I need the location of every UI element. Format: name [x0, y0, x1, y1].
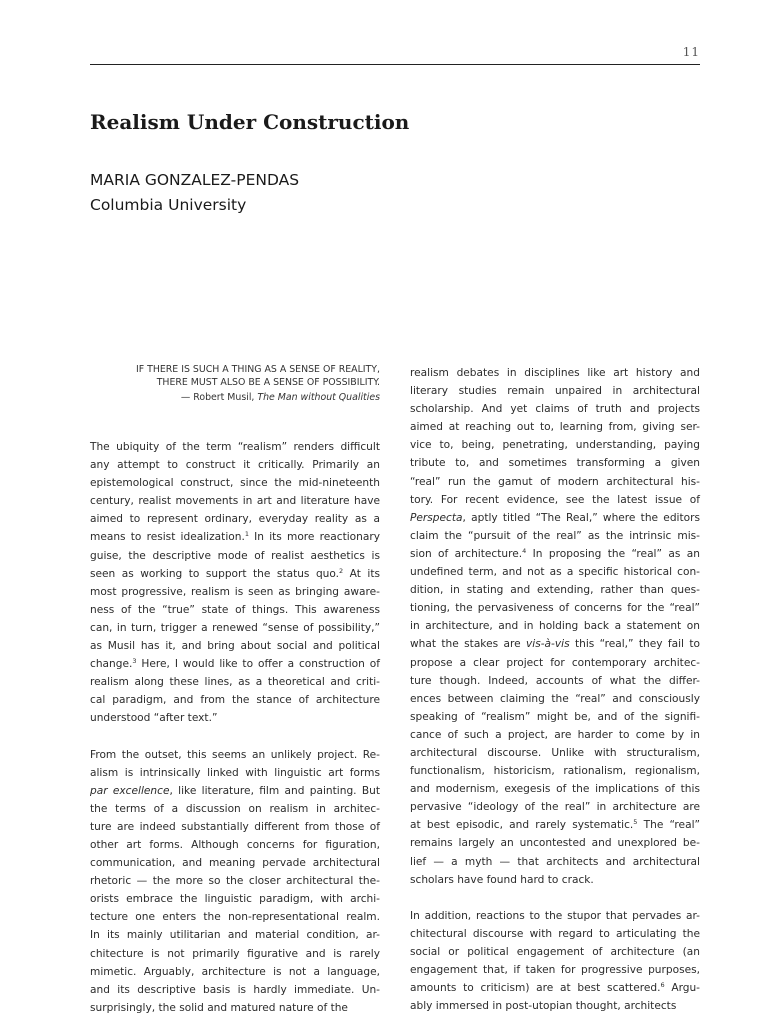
text-line: aimed to represent ordinary, everyday reality as a	[90, 513, 380, 526]
text-line: and modernism, exegesis of the implications of this	[410, 783, 700, 796]
text-line: Perspecta, aptly titled “The Real,” where the editors	[410, 511, 700, 524]
text-line: mimetic. Arguably, architecture is not a language,	[90, 965, 380, 978]
author-affiliation: Columbia University	[90, 196, 247, 214]
text-line: cal paradigm, and from the stance of architecture	[90, 694, 380, 707]
text-line: “real” run the gamut of modern architectural his-	[410, 475, 700, 488]
header-rule	[90, 64, 700, 65]
text-line: in architecture, and in holding back a statement on	[410, 620, 700, 633]
text-line: can, in turn, trigger a renewed “sense of possibility,”	[90, 621, 380, 634]
text-line: change.$^3$ Here, I would like to offer a construction of	[90, 657, 380, 671]
text-line: the terms of a discussion on realism in architec-	[90, 802, 380, 815]
epigraph-cite-prefix: — Robert Musil,	[180, 392, 258, 403]
text-line: undefined term, and not as a specific historical con-	[410, 566, 700, 579]
text-line: surprisingly, the solid and matured nature of the	[90, 1001, 348, 1014]
text-line: ness of the “true” state of things. This awareness	[90, 603, 380, 616]
text-line: sion of architecture.$^4$ In proposing the “real” as an	[410, 546, 700, 560]
paragraph	[410, 907, 700, 1016]
text-line: guise, the descriptive mode of realist aesthetics is	[90, 549, 380, 562]
text-line: any attempt to construct it critically. Primarily an	[90, 459, 380, 472]
text-line: par excellence, like literature, film and painting. But	[90, 784, 380, 797]
epigraph-line: IF THERE IS SUCH A THING AS A SENSE OF REALITY,	[135, 364, 380, 375]
text-line: rhetoric — the more so the closer architectural the-	[90, 875, 380, 888]
text-line: tribute to, and sometimes transforming a given	[410, 457, 700, 470]
text-line: other art forms. Although concerns for figuration,	[90, 838, 380, 851]
text-line: aimed at reaching out to, learning from, giving ser-	[410, 421, 700, 434]
paragraph	[90, 746, 380, 1017]
article-title: Realism Under Construction	[90, 110, 410, 134]
text-line: as Musil has it, and bring about social and political	[90, 640, 380, 653]
epigraph-citation	[90, 391, 380, 404]
page-number: 11	[682, 45, 700, 59]
text-line: speaking of “realism” might be, and of the signifi-	[410, 710, 700, 723]
text-line: ture though. Indeed, accounts of what the differ-	[410, 674, 700, 687]
text-line: functionalism, historicism, rationalism, regionalism,	[410, 765, 700, 778]
paragraph	[410, 364, 700, 889]
text-line: realism along these lines, as a theoretical and criti-	[90, 676, 380, 689]
text-line: and its descriptive basis is hardly immediate. Un-	[90, 983, 380, 996]
author-name: MARIA GONZALEZ-PENDAS	[90, 171, 300, 189]
text-line: vice to, being, penetrating, understanding, paying	[410, 439, 700, 452]
text-line: ences between claiming the “real” and consciously	[410, 692, 700, 705]
text-line: literary studies remain unpaired in architectural	[410, 385, 700, 398]
epigraph	[90, 363, 380, 404]
text-line: engagement that, if taken for progressive purposes,	[410, 964, 700, 976]
text-line: amounts to criticism) are at best scattered.$^6$ Argu-	[410, 981, 701, 995]
text-line: architectural discourse. Unlike with structuralism,	[410, 746, 700, 759]
text-line: dition, in stating and extending, rather than ques-	[410, 584, 700, 597]
text-line: scholarship. And yet claims of truth and projects	[410, 403, 700, 416]
text-line: epistemological construct, since the mid-nineteenth	[90, 477, 380, 490]
text-line: means to resist idealization.$^1$ In its more reactionary	[90, 530, 380, 544]
text-line: tecture one enters the non-representational realm.	[90, 911, 380, 924]
text-line: The ubiquity of the term “realism” renders difficult	[90, 441, 380, 453]
text-line: lief — a myth — that architects and architectural	[410, 855, 700, 868]
text-line: chitecture is not primarily figurative and is rarely	[90, 947, 380, 960]
text-line: propose a clear project for contemporary architec-	[410, 656, 700, 669]
text-line: understood “after text.”	[90, 712, 218, 725]
text-line: most progressive, realism is seen as bringing aware-	[90, 585, 380, 598]
epigraph-line: THERE MUST ALSO BE A SENSE OF POSSIBILITY.	[156, 377, 380, 388]
text-line: ture are indeed substantially different from those of	[90, 820, 380, 833]
text-line: From the outset, this seems an unlikely project. Re-	[90, 748, 380, 761]
text-line: tory. For recent evidence, see the latest issue of	[410, 493, 700, 506]
left-column	[90, 363, 380, 1035]
text-line: orists embrace the linguistic paradigm, with archi-	[90, 893, 380, 906]
text-line: cance of such a project, are harder to come by in	[410, 728, 700, 741]
text-line: at best episodic, and rarely systematic.$^5$ The “real”	[410, 818, 700, 832]
text-line: social or political engagement of architecture (an	[410, 945, 700, 958]
text-line: chitectural discourse with regard to articulating the	[410, 927, 700, 940]
text-line: communication, and meaning pervade architectural	[90, 857, 380, 870]
text-line: ably immersed in post-utopian thought, architects	[410, 1000, 677, 1013]
text-line: century, realist movements in art and literature have	[90, 495, 380, 508]
text-line: tioning, the pervasiveness of concerns for the “real”	[410, 602, 700, 615]
text-line: pervasive “ideology of the real” in architecture are	[410, 801, 700, 814]
text-line: seen as working to support the status quo.$^2$ At its	[90, 566, 380, 580]
paragraph	[90, 438, 380, 728]
text-line: what the stakes are vis-à-vis this “real,” they fail to	[410, 638, 700, 651]
text-line: scholars have found hard to crack.	[410, 873, 594, 886]
text-line: remains largely an uncontested and unexplored be-	[410, 837, 700, 850]
right-column	[410, 364, 700, 1033]
text-line: In addition, reactions to the stupor that pervades ar-	[410, 909, 700, 922]
epigraph-cite-work: The Man without Qualities	[257, 392, 380, 403]
text-line: claim the “pursuit of the real” as the intrinsic mis-	[410, 529, 700, 542]
text-line: In its mainly utilitarian and material condition, ar-	[90, 929, 380, 942]
text-line: alism is intrinsically linked with linguistic art forms	[90, 766, 380, 779]
text-line: realism debates in disciplines like art history and	[410, 367, 700, 379]
